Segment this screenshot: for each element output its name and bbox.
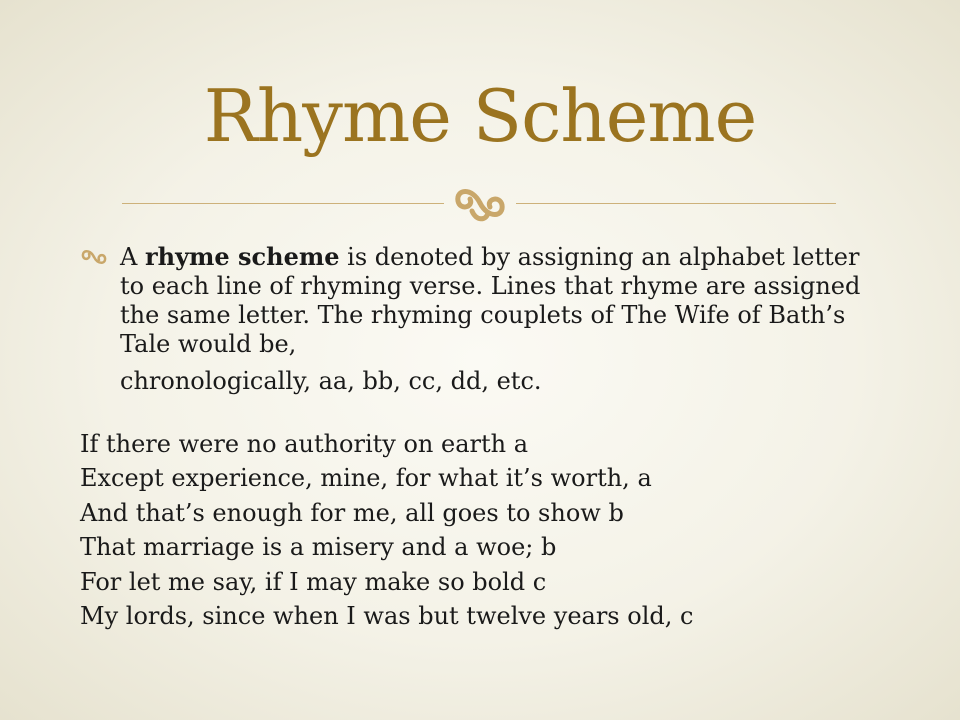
verse-line: For let me say, if I may make so bold c [80,567,547,596]
verse-line: If there were no authority on earth a [80,430,529,458]
verse-line: Except experience, mine, for what it’s worth, a [80,464,652,493]
verse-line: And that’s enough for me, all goes to show b [80,498,624,527]
title-divider-right [516,203,836,204]
bullet-continuation: chronologically, aa, bb, cc, dd, etc. [120,367,542,395]
slide-title: Rhyme Scheme [203,74,757,158]
flourish-icon [446,180,514,228]
bullet-text [120,243,860,358]
bullet-bold-term: rhyme scheme [144,242,340,271]
bullet-body: is denoted by assigning an alphabet letter to each line of rhyming verse. Lines that rhyme are assigned the same letter. The rhyming couplets of The Wife of Bath’s Tale would be, [120,243,861,358]
bullet-item [80,242,880,359]
verse-line: That marriage is a misery and a woe; b [80,533,557,562]
curly-bullet-icon [80,246,108,268]
title-divider-left [122,203,444,204]
verse-block [80,427,920,633]
verse-line: My lords, since when I was but twelve years old, c [80,601,694,630]
body-content [80,242,880,396]
bullet-prefix: A [120,243,145,271]
